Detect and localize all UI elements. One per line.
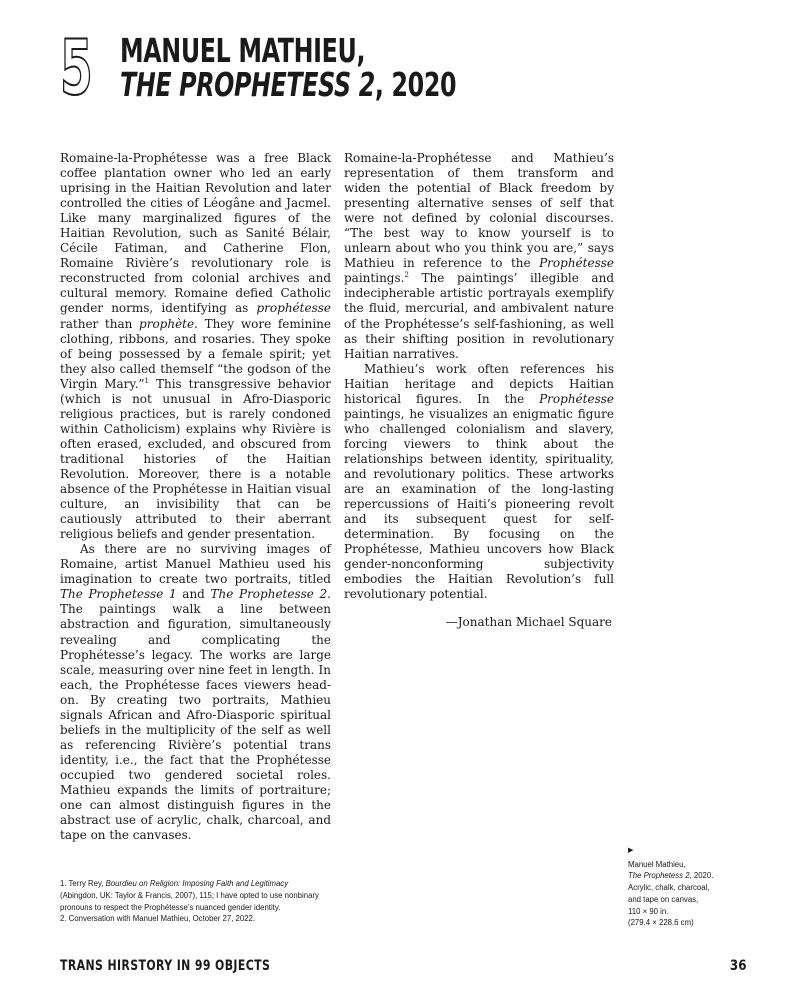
text-run: 1. Terry Rey, xyxy=(60,879,106,888)
body-paragraph-1 xyxy=(60,151,331,542)
italic-term: Prophétesse xyxy=(539,256,614,271)
caption-medium-1: Acrylic, chalk, charcoal, xyxy=(628,883,710,893)
footnote-1-line-3: pronouns to respect the Prophétesse’s nuanced gender identity. xyxy=(60,902,281,912)
text-run: . The paintings walk a line between abstraction and figuration, simultaneously revealing and complicating the Prophétesse’s legacy. The works are large scale, measuring over nine feet in length. In each, the Prophétesse faces viewers head-on. By creating two portraits, Mathieu signals African and Afro-Diasporic spiritual beliefs in the multiplicity of the self as well as referencing Rivière’s potential trans identity, i.e., the fact that the Prophétesse occupied two gendered societal roles. Mathieu expands the limits of portraiture; one can almost distinguish figures in the abstract use of acrylic, chalk, charcoal, and tape on the canvases. xyxy=(60,587,331,843)
body-paragraph-3 xyxy=(344,151,614,362)
entry-number: 5 xyxy=(60,23,93,112)
footnotes xyxy=(60,878,360,925)
body-column-right xyxy=(344,151,614,630)
footnote-2: 2. Conversation with Manuel Mathieu, October 27, 2022. xyxy=(60,914,256,924)
text-run: paintings. xyxy=(344,271,405,286)
italic-term: prophète xyxy=(139,316,195,331)
text-run: and xyxy=(176,587,211,602)
caption-artist: Manuel Mathieu, xyxy=(628,859,686,869)
author-attribution: —Jonathan Michael Square xyxy=(445,615,612,630)
text-run: rather than xyxy=(60,316,140,331)
title-artist: MANUEL MATHIEU, xyxy=(120,31,366,70)
caption-year: , 2020. xyxy=(689,871,714,881)
italic-term: prophétesse xyxy=(256,301,331,316)
body-paragraph-4 xyxy=(344,362,614,603)
title-artwork-line xyxy=(120,65,457,104)
footnote-ref-1[interactable]: 1 xyxy=(144,376,150,385)
text-run: The paintings’ illegible and indecipherable artistic portrayals exemplify the fluid, mercurial, and ambivalent nature of the Prophétesse’s self-fashioning, as well as their shifting position in revolutionary Haitian narratives. xyxy=(344,271,614,361)
body-paragraph-2 xyxy=(60,542,331,843)
caption-arrow-icon: ▶ xyxy=(628,847,634,854)
caption-medium-2: and tape on canvas, xyxy=(628,894,699,904)
italic-title: The Prophetesse 1 xyxy=(60,587,177,602)
title-artwork: THE PROPHETESS 2 xyxy=(120,65,375,104)
page-number: 36 xyxy=(729,958,746,974)
title-year: , 2020 xyxy=(374,65,457,104)
text-run: As there are no surviving images of Romaine, artist Manuel Mathieu used his imagination to create two portraits, titled xyxy=(60,542,331,587)
text-run: This transgressive behavior (which is not unusual in Afro-Diasporic religious practices, but is rarely condoned within Catholicism) explains why Rivière is often erased, excluded, and obscured from traditional histories of the Haitian Revolution. Moreover, there is a notable absence of the Prophétesse in Haitian visual culture, an invisibility that can be cautiously attributed to their aberrant religious beliefs and gender presentation. xyxy=(60,376,331,542)
footnote-1-line-2: (Abingdon, UK: Taylor & Francis, 2007), 115; I have opted to use nonbinary xyxy=(60,890,319,900)
italic-term: Prophétesse xyxy=(539,391,614,406)
text-run: Romaine-la-Prophétesse and Mathieu’s representation of them transform and widen the potential of Black freedom by presenting alternative senses of self that were not defined by colonial discourses. “The best way to know yourself is to unlearn about who you think you are,” says Mathieu in reference to the xyxy=(344,151,614,271)
italic-title: The Prophetesse 2 xyxy=(210,587,328,602)
text-run: Mathieu’s work often references his Haitian heritage and depicts Haitian historical figures. In the xyxy=(344,361,614,406)
footnote-1 xyxy=(60,878,360,890)
caption-title-line xyxy=(628,870,748,882)
caption-dimensions-in: 110 × 90 in. xyxy=(628,906,669,916)
image-caption xyxy=(628,845,748,929)
caption-title: The Prophetess 2 xyxy=(628,871,690,881)
italic-title: Bourdieu on Religion: Imposing Faith and Legitimacy xyxy=(105,879,289,888)
caption-dimensions-cm: (279.4 × 228.6 cm) xyxy=(628,918,694,928)
text-run: . They wore feminine clothing, ribbons, and rosaries. They spoke of being possessed by a female spirit; yet they also called themself “the godson of the Virgin Mary.” xyxy=(60,316,331,391)
page-title xyxy=(120,31,457,104)
text-run: paintings, he visualizes an enigmatic figure who challenged colonialism and slavery, forcing viewers to think about the relationships between identity, spirituality, and revolutionary politics. These artworks are an examination of the long-lasting repercussions of Haiti’s pioneering revolt and its subsequent quest for self-determination. By focusing on the Prophétesse, Mathieu uncovers how Black gender-nonconforming subjectivity embodies the Haitian Revolution’s full revolutionary potential. xyxy=(344,406,614,602)
text-run: Romaine-la-Prophétesse was a free Black coffee plantation owner who led an early uprising in the Haitian Revolution and later controlled the cities of Léogâne and Jacmel. Like many marginalized figures of the Haitian Revolution, such as Sanité Bélair, Cécile Fatiman, and Catherine Flon, Romaine Rivière’s revolutionary role is reconstructed from colonial archives and cultural memory. Romaine defied Catholic gender norms, identifying as xyxy=(60,151,331,316)
footnote-ref-2[interactable]: 2 xyxy=(404,271,409,280)
running-footer-title: TRANS HIRSTORY IN 99 OBJECTS xyxy=(60,958,271,974)
body-column-left xyxy=(60,151,331,843)
